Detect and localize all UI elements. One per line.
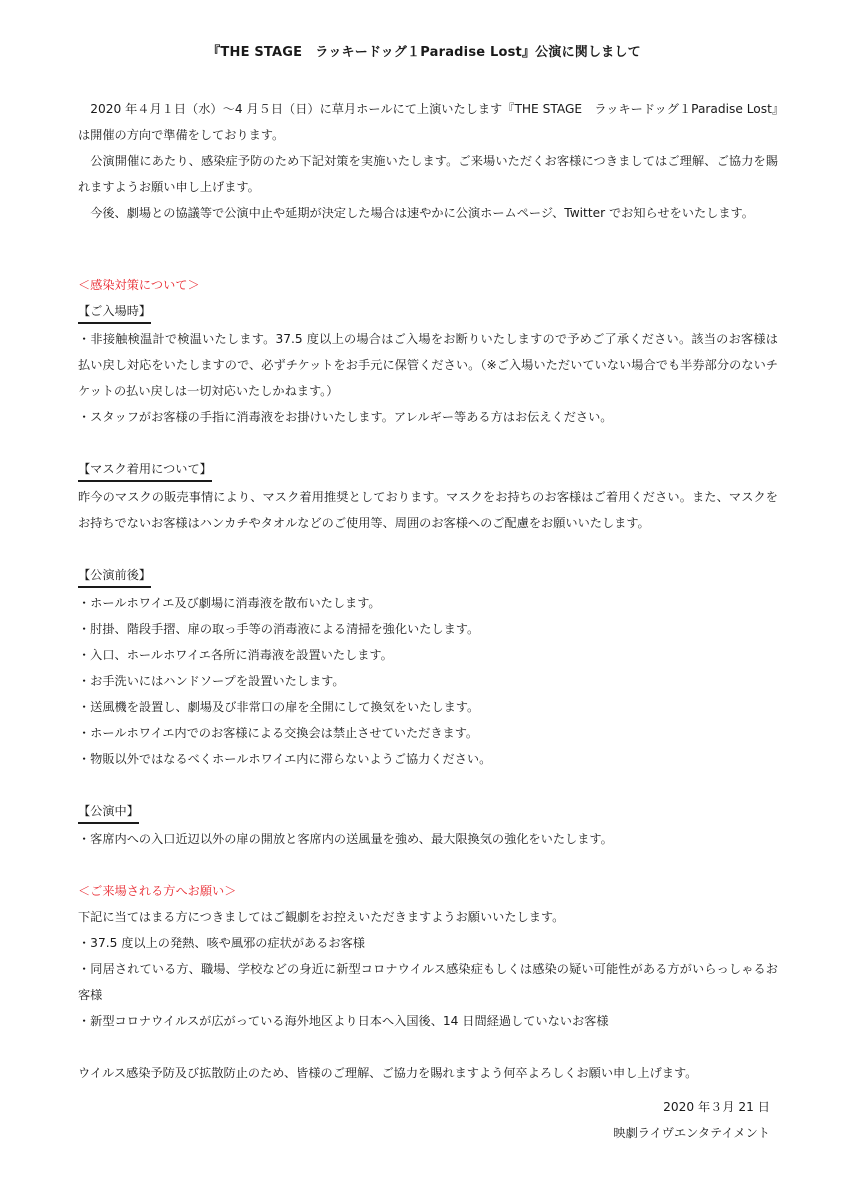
infection-section-heading: ＜感染対策について＞ xyxy=(78,278,200,292)
entry-heading: 【ご入場時】 xyxy=(78,300,151,324)
before-after-line: ・入口、ホールホワイエ各所に消毒液を設置いたします。 xyxy=(78,648,393,662)
main-content xyxy=(78,272,778,1086)
request-section-heading: ＜ご来場される方へお願い＞ xyxy=(78,884,237,898)
issue-date: 2020 年３月 21 日 xyxy=(663,1100,770,1114)
before-after-heading: 【公演前後】 xyxy=(78,564,151,588)
mask-subsection xyxy=(78,456,778,536)
request-line: 下記に当てはまる方につきましてはご観劇をお控えいただきますようお願いいたします。 xyxy=(78,910,565,924)
during-heading: 【公演中】 xyxy=(78,800,139,824)
request-line: ・新型コロナウイルスが広がっている海外地区より日本へ入国後、14 日間経過していないお客様 xyxy=(78,1014,609,1028)
company-name: 映劇ライヴエンタテイメント xyxy=(613,1126,770,1140)
signature-block xyxy=(613,1094,770,1146)
intro-paragraph: 2020 年４月１日（水）～4 月５日（日）に草月ホールにて上演いたします『THE STAGE ラッキードッグ１Paradise Lost』は開催の方向で準備をしております。 xyxy=(78,102,778,142)
mask-line: 昨今のマスクの販売事情により、マスク着用推奨としております。マスクをお持ちのお客様はご着用ください。また、マスクをお持ちでないお客様はハンカチやタオルなどのご使用等、周囲のお客様へのご配慮をお願いいたします。 xyxy=(78,490,778,530)
intro-block xyxy=(78,96,778,226)
during-line: ・客席内への入口近辺以外の扉の開放と客席内の送風量を強め、最大限換気の強化をいたします。 xyxy=(78,832,613,846)
before-after-subsection xyxy=(78,562,778,772)
intro-paragraph: 公演開催にあたり、感染症予防のため下記対策を実施いたします。ご来場いただくお客様につきましてはご理解、ご協力を賜れますようお願い申し上げます。 xyxy=(78,154,778,194)
intro-paragraph: 今後、劇場との協議等で公演中止や延期が決定した場合は速やかに公演ホームページ、Twitter でお知らせをいたします。 xyxy=(90,206,754,220)
before-after-line: ・物販以外ではなるべくホールホワイエ内に滞らないようご協力ください。 xyxy=(78,752,492,766)
during-subsection xyxy=(78,798,778,852)
entry-line: ・非接触検温計で検温いたします。37.5 度以上の場合はご入場をお断りいたしますので予めご了承ください。該当のお客様は払い戻し対応をいたしますので、必ずチケットをお手元に保管ください。（※ご入場いただいていない場合でも半券部分のないチケットの払い戻しは一切対応いたしかねます。） xyxy=(78,332,778,398)
request-line: ・37.5 度以上の発熱、咳や風邪の症状があるお客様 xyxy=(78,936,365,950)
before-after-line: ・ホールホワイエ及び劇場に消毒液を散布いたします。 xyxy=(78,596,381,610)
before-after-line: ・お手洗いにはハンドソープを設置いたします。 xyxy=(78,674,345,688)
request-line: ・同居されている方、職場、学校などの身近に新型コロナウイルス感染症もしくは感染の疑い可能性がある方がいらっしゃるお客様 xyxy=(78,962,778,1002)
before-after-line: ・肘掛、階段手摺、扉の取っ手等の消毒液による清掃を強化いたします。 xyxy=(78,622,480,636)
before-after-line: ・送風機を設置し、劇場及び非常口の扉を全開にして換気をいたします。 xyxy=(78,700,480,714)
document-title: 『THE STAGE ラッキードッグ１Paradise Lost』公演に関しまして xyxy=(207,45,641,60)
request-section xyxy=(78,878,778,1034)
closing-paragraph: ウイルス感染予防及び拡散防止のため、皆様のご理解、ご協力を賜れますよう何卒よろしくお願い申し上げます。 xyxy=(78,1066,698,1080)
entry-subsection xyxy=(78,298,778,430)
entry-line: ・スタッフがお客様の手指に消毒液をお掛けいたします。アレルギー等ある方はお伝えください。 xyxy=(78,410,613,424)
before-after-line: ・ホールホワイエ内でのお客様による交換会は禁止させていただきます。 xyxy=(78,726,479,740)
mask-heading: 【マスク着用について】 xyxy=(78,458,212,482)
